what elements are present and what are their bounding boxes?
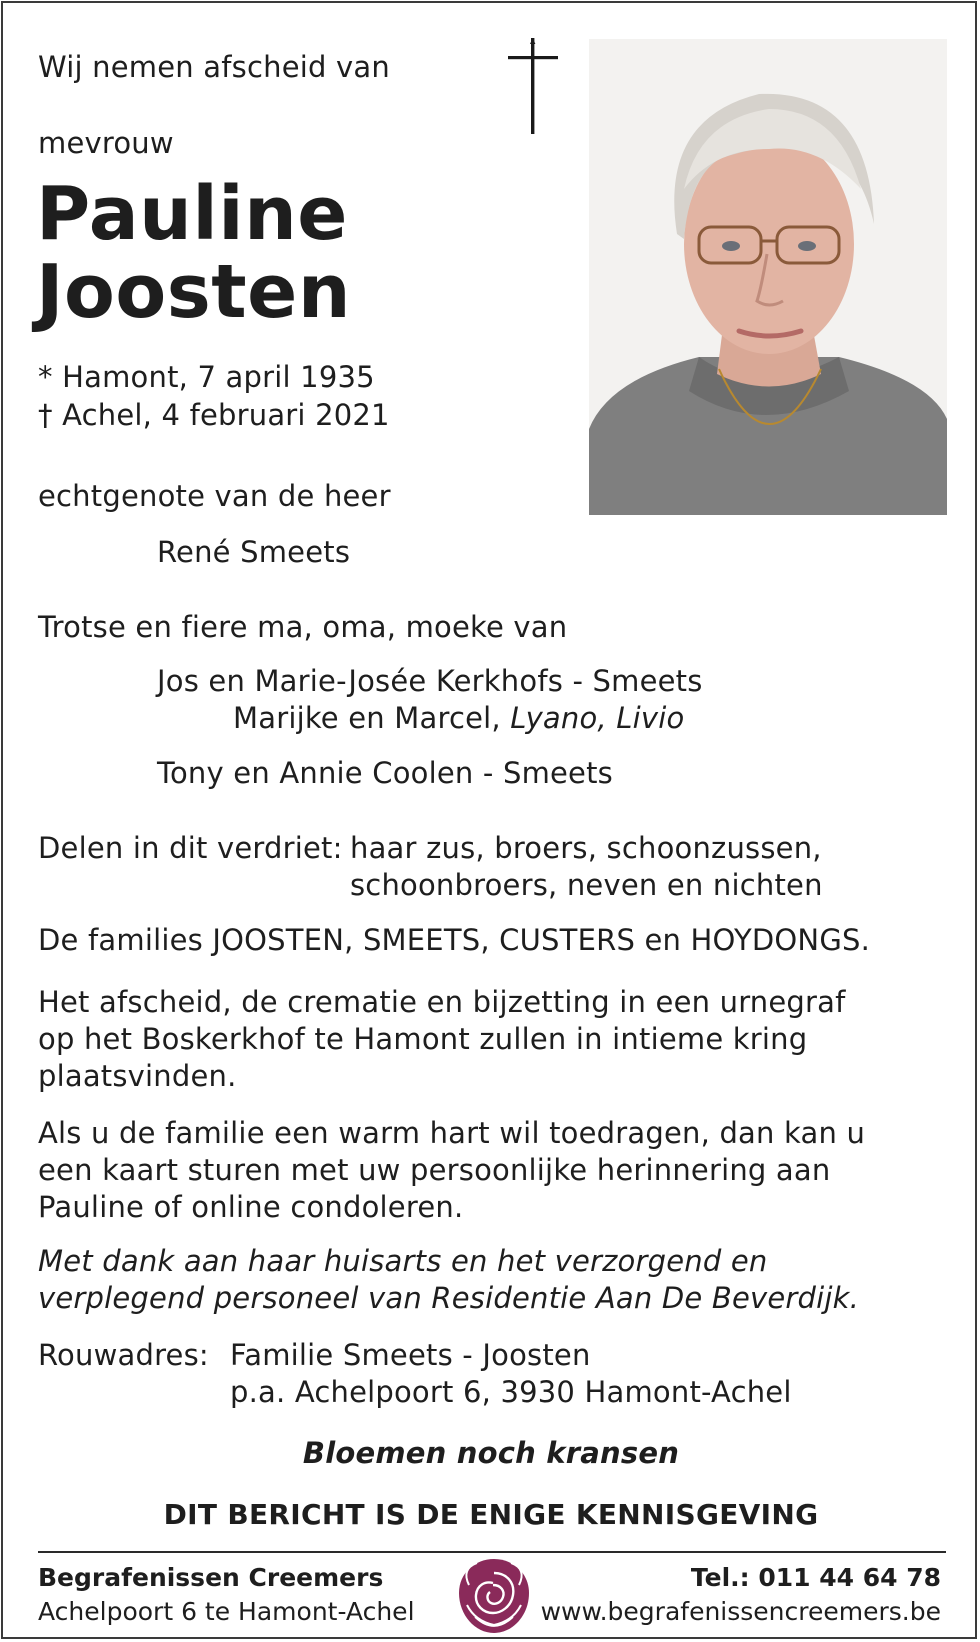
company-name: Begrafenissen Creemers: [38, 1563, 384, 1592]
condolence-paragraph-line: een kaart sturen met uw persoonlijke herinnering aan: [38, 1153, 831, 1187]
website-link[interactable]: www.begrafenissencreemers.be: [540, 1597, 941, 1626]
cross-icon: [508, 38, 558, 134]
phone-number: Tel.: 011 44 64 78: [690, 1563, 941, 1592]
child-line: Tony en Annie Coolen - Smeets: [157, 756, 613, 790]
families-line: De families JOOSTEN, SMEETS, CUSTERS en HOYDONGS.: [38, 923, 871, 957]
grandchildren-italic: Lyano, Livio: [510, 701, 685, 735]
flowers-note: Bloemen noch kransen: [302, 1436, 680, 1470]
condolence-paragraph-line: Pauline of online condoleren.: [38, 1190, 464, 1224]
child-line: Jos en Marie-Josée Kerkhofs - Smeets: [157, 664, 703, 698]
thanks-line: Met dank aan haar huisarts en het verzorgend en: [38, 1244, 768, 1278]
address-line: p.a. Achelpoort 6, 3930 Hamont-Achel: [230, 1375, 792, 1409]
condolence-paragraph-line: Als u de familie een warm hart wil toedragen, dan kan u: [38, 1116, 866, 1150]
intro-text: Wij nemen afscheid van: [38, 50, 390, 84]
address-label: Rouwadres:: [38, 1338, 209, 1372]
children-label: Trotse en fiere ma, oma, moeke van: [38, 610, 568, 644]
thanks-line: verplegend personeel van Residentie Aan De Beverdijk.: [38, 1281, 860, 1315]
portrait-photo: [589, 39, 947, 515]
spouse-label: echtgenote van de heer: [38, 479, 391, 513]
company-address: Achelpoort 6 te Hamont-Achel: [38, 1597, 415, 1626]
ceremony-paragraph-line: plaatsvinden.: [38, 1059, 237, 1093]
share-line: schoonbroers, neven en nichten: [350, 868, 823, 902]
grandchildren-normal: Marijke en Marcel,: [233, 701, 511, 735]
share-line: haar zus, broers, schoonzussen,: [350, 831, 822, 865]
notice-line: DIT BERICHT IS DE ENIGE KENNISGEVING: [163, 1498, 819, 1531]
rose-logo-icon: [455, 1555, 533, 1637]
birth-line: * Hamont, 7 april 1935: [38, 360, 375, 394]
honorific: mevrouw: [38, 126, 174, 160]
first-name: Pauline: [36, 171, 348, 257]
address-line: Familie Smeets - Joosten: [230, 1338, 591, 1372]
last-name: Joosten: [36, 249, 352, 335]
ceremony-paragraph-line: op het Boskerkhof te Hamont zullen in intieme kring: [38, 1022, 808, 1056]
spouse-name: René Smeets: [157, 535, 351, 569]
footer-divider: [38, 1551, 946, 1553]
ceremony-paragraph-line: Het afscheid, de crematie en bijzetting in een urnegraf: [38, 985, 846, 1019]
grandchildren-line: [233, 700, 684, 736]
share-label: Delen in dit verdriet:: [38, 831, 343, 865]
obituary-card: [1, 1, 977, 1639]
death-line: † Achel, 4 februari 2021: [38, 398, 390, 432]
